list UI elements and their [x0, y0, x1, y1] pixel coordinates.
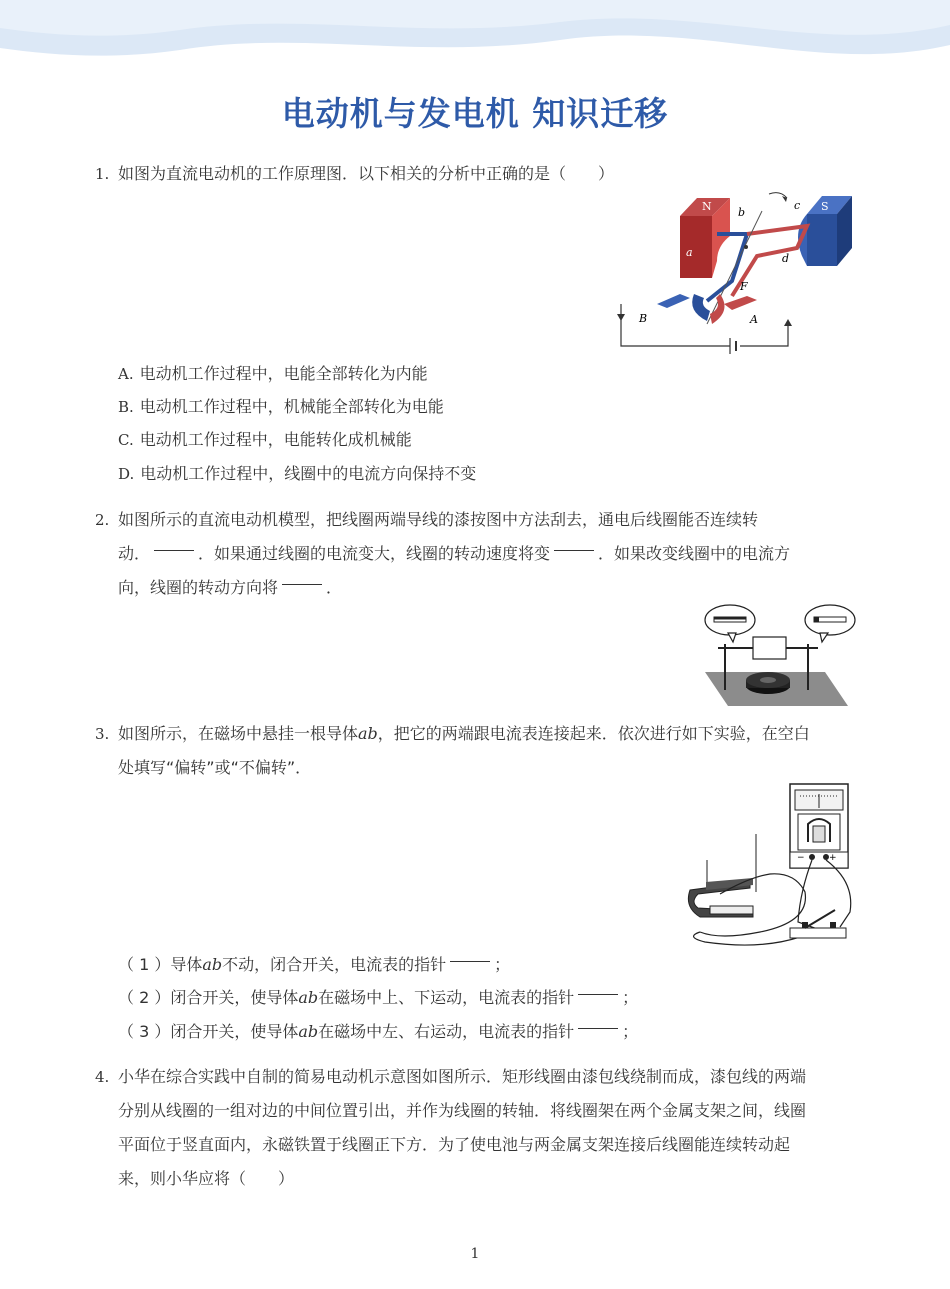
answer-blank[interactable] — [554, 550, 594, 551]
text-span: 如图所示，在磁场中悬挂一根导体 — [118, 724, 359, 743]
text-span: 向，线圈的转动方向将 — [118, 578, 279, 597]
q3-sub-3 — [118, 1015, 638, 1049]
question-4 — [95, 1060, 845, 1196]
option-label: C. — [118, 431, 134, 449]
label-a: a — [686, 246, 693, 259]
q1-option-b[interactable] — [118, 390, 444, 424]
page-title: 电动机与发电机 知识迁移 — [281, 94, 669, 133]
q1-option-c[interactable] — [118, 423, 412, 457]
label-B: B — [639, 312, 648, 325]
text-span: （ 1 ）导体 — [118, 955, 203, 974]
text-span: （ 3 ）闭合开关，使导体 — [118, 1022, 299, 1041]
answer-blank[interactable] — [578, 994, 618, 995]
text-span: 动． — [118, 544, 151, 563]
label-c: c — [794, 199, 801, 212]
page-number: 1 — [470, 1246, 480, 1262]
q1-option-d[interactable] — [118, 457, 476, 491]
meter-plus-label: + — [829, 853, 837, 863]
question-text — [118, 503, 845, 605]
label-A: A — [750, 313, 758, 326]
text-span: 在磁场中上、下运动，电流表的指针 — [318, 988, 575, 1007]
text-span: （ 2 ）闭合开关，使导体 — [118, 988, 299, 1007]
text-line: 来，则小华应将（ ） — [118, 1169, 295, 1188]
label-d: d — [782, 252, 790, 265]
text-line: 处填写“偏转”或“不偏转”． — [118, 758, 312, 777]
variable-ab: ab — [298, 988, 319, 1007]
text-span: ； — [622, 988, 639, 1007]
option-text: 电动机工作过程中，线圈中的电流方向保持不变 — [140, 464, 477, 483]
q3-sub-2 — [118, 981, 638, 1015]
text-span: 在磁场中左、右运动，电流表的指针 — [318, 1022, 575, 1041]
text-line: 小华在综合实践中自制的简易电动机示意图如图所示．矩形线圈由漆包线绕制而成，漆包线的两端 — [118, 1067, 807, 1086]
question-text: 如图为直流电动机的工作原理图．以下相关的分析中正确的是（ ） — [118, 164, 615, 183]
question-text — [118, 717, 845, 785]
dc-motor-model-figure — [700, 600, 858, 710]
text-span: ，把它的两端跟电流表连接起来．依次进行如下实验，在空白 — [377, 724, 810, 743]
magnet-n-label: N — [702, 200, 712, 213]
magnet-s-label: S — [821, 200, 829, 213]
question-3 — [95, 717, 845, 785]
answer-blank[interactable] — [450, 961, 490, 962]
electromagnetic-induction-figure — [680, 782, 860, 950]
meter-minus-label: − — [797, 853, 805, 863]
label-b: b — [738, 206, 746, 219]
question-2 — [95, 503, 845, 605]
header-wave-decoration — [0, 0, 950, 80]
q1-option-a[interactable] — [118, 357, 428, 391]
option-label: D. — [118, 465, 135, 483]
text-line: 如图所示的直流电动机模型，把线圈两端导线的漆按图中方法刮去，通电后线圈能否连续转 — [118, 510, 759, 529]
text-line — [118, 537, 845, 571]
option-text: 电动机工作过程中，电能全部转化为内能 — [139, 364, 428, 383]
variable-ab: ab — [202, 955, 223, 974]
text-span: 不动，闭合开关，电流表的指针 — [222, 955, 447, 974]
question-number: 4. — [95, 1068, 110, 1086]
option-label: B. — [118, 398, 134, 416]
dc-motor-principle-figure — [612, 186, 857, 356]
text-line: 平面位于竖直面内，永磁铁置于线圈正下方．为了使电池与两金属支架连接后线圈能连续转动起 — [118, 1135, 791, 1154]
text-span: ．如果通过线圈的电流变大，线圈的转动速度将变 — [198, 544, 551, 563]
text-span: ．如果改变线圈中的电流方 — [598, 544, 791, 563]
answer-blank[interactable] — [282, 584, 322, 585]
variable-ab: ab — [358, 724, 378, 743]
answer-blank[interactable] — [154, 550, 194, 551]
text-span: ． — [326, 578, 343, 597]
question-number: 1. — [95, 165, 110, 183]
text-span: ； — [622, 1022, 639, 1041]
label-f: F — [740, 280, 748, 293]
question-text — [118, 1060, 845, 1196]
text-line: 分别从线圈的一组对边的中间位置引出，并作为线圈的转轴．将线圈架在两个金属支架之间，线圈 — [118, 1101, 807, 1120]
option-text: 电动机工作过程中，电能转化成机械能 — [139, 430, 412, 449]
option-label: A. — [118, 365, 134, 383]
text-span: ； — [494, 955, 511, 974]
q3-sub-1 — [118, 948, 510, 982]
answer-blank[interactable] — [578, 1028, 618, 1029]
question-number: 2. — [95, 511, 110, 529]
text-line — [118, 717, 845, 751]
variable-ab: ab — [298, 1022, 319, 1041]
option-text: 电动机工作过程中，机械能全部转化为电能 — [139, 397, 444, 416]
question-number: 3. — [95, 725, 110, 743]
